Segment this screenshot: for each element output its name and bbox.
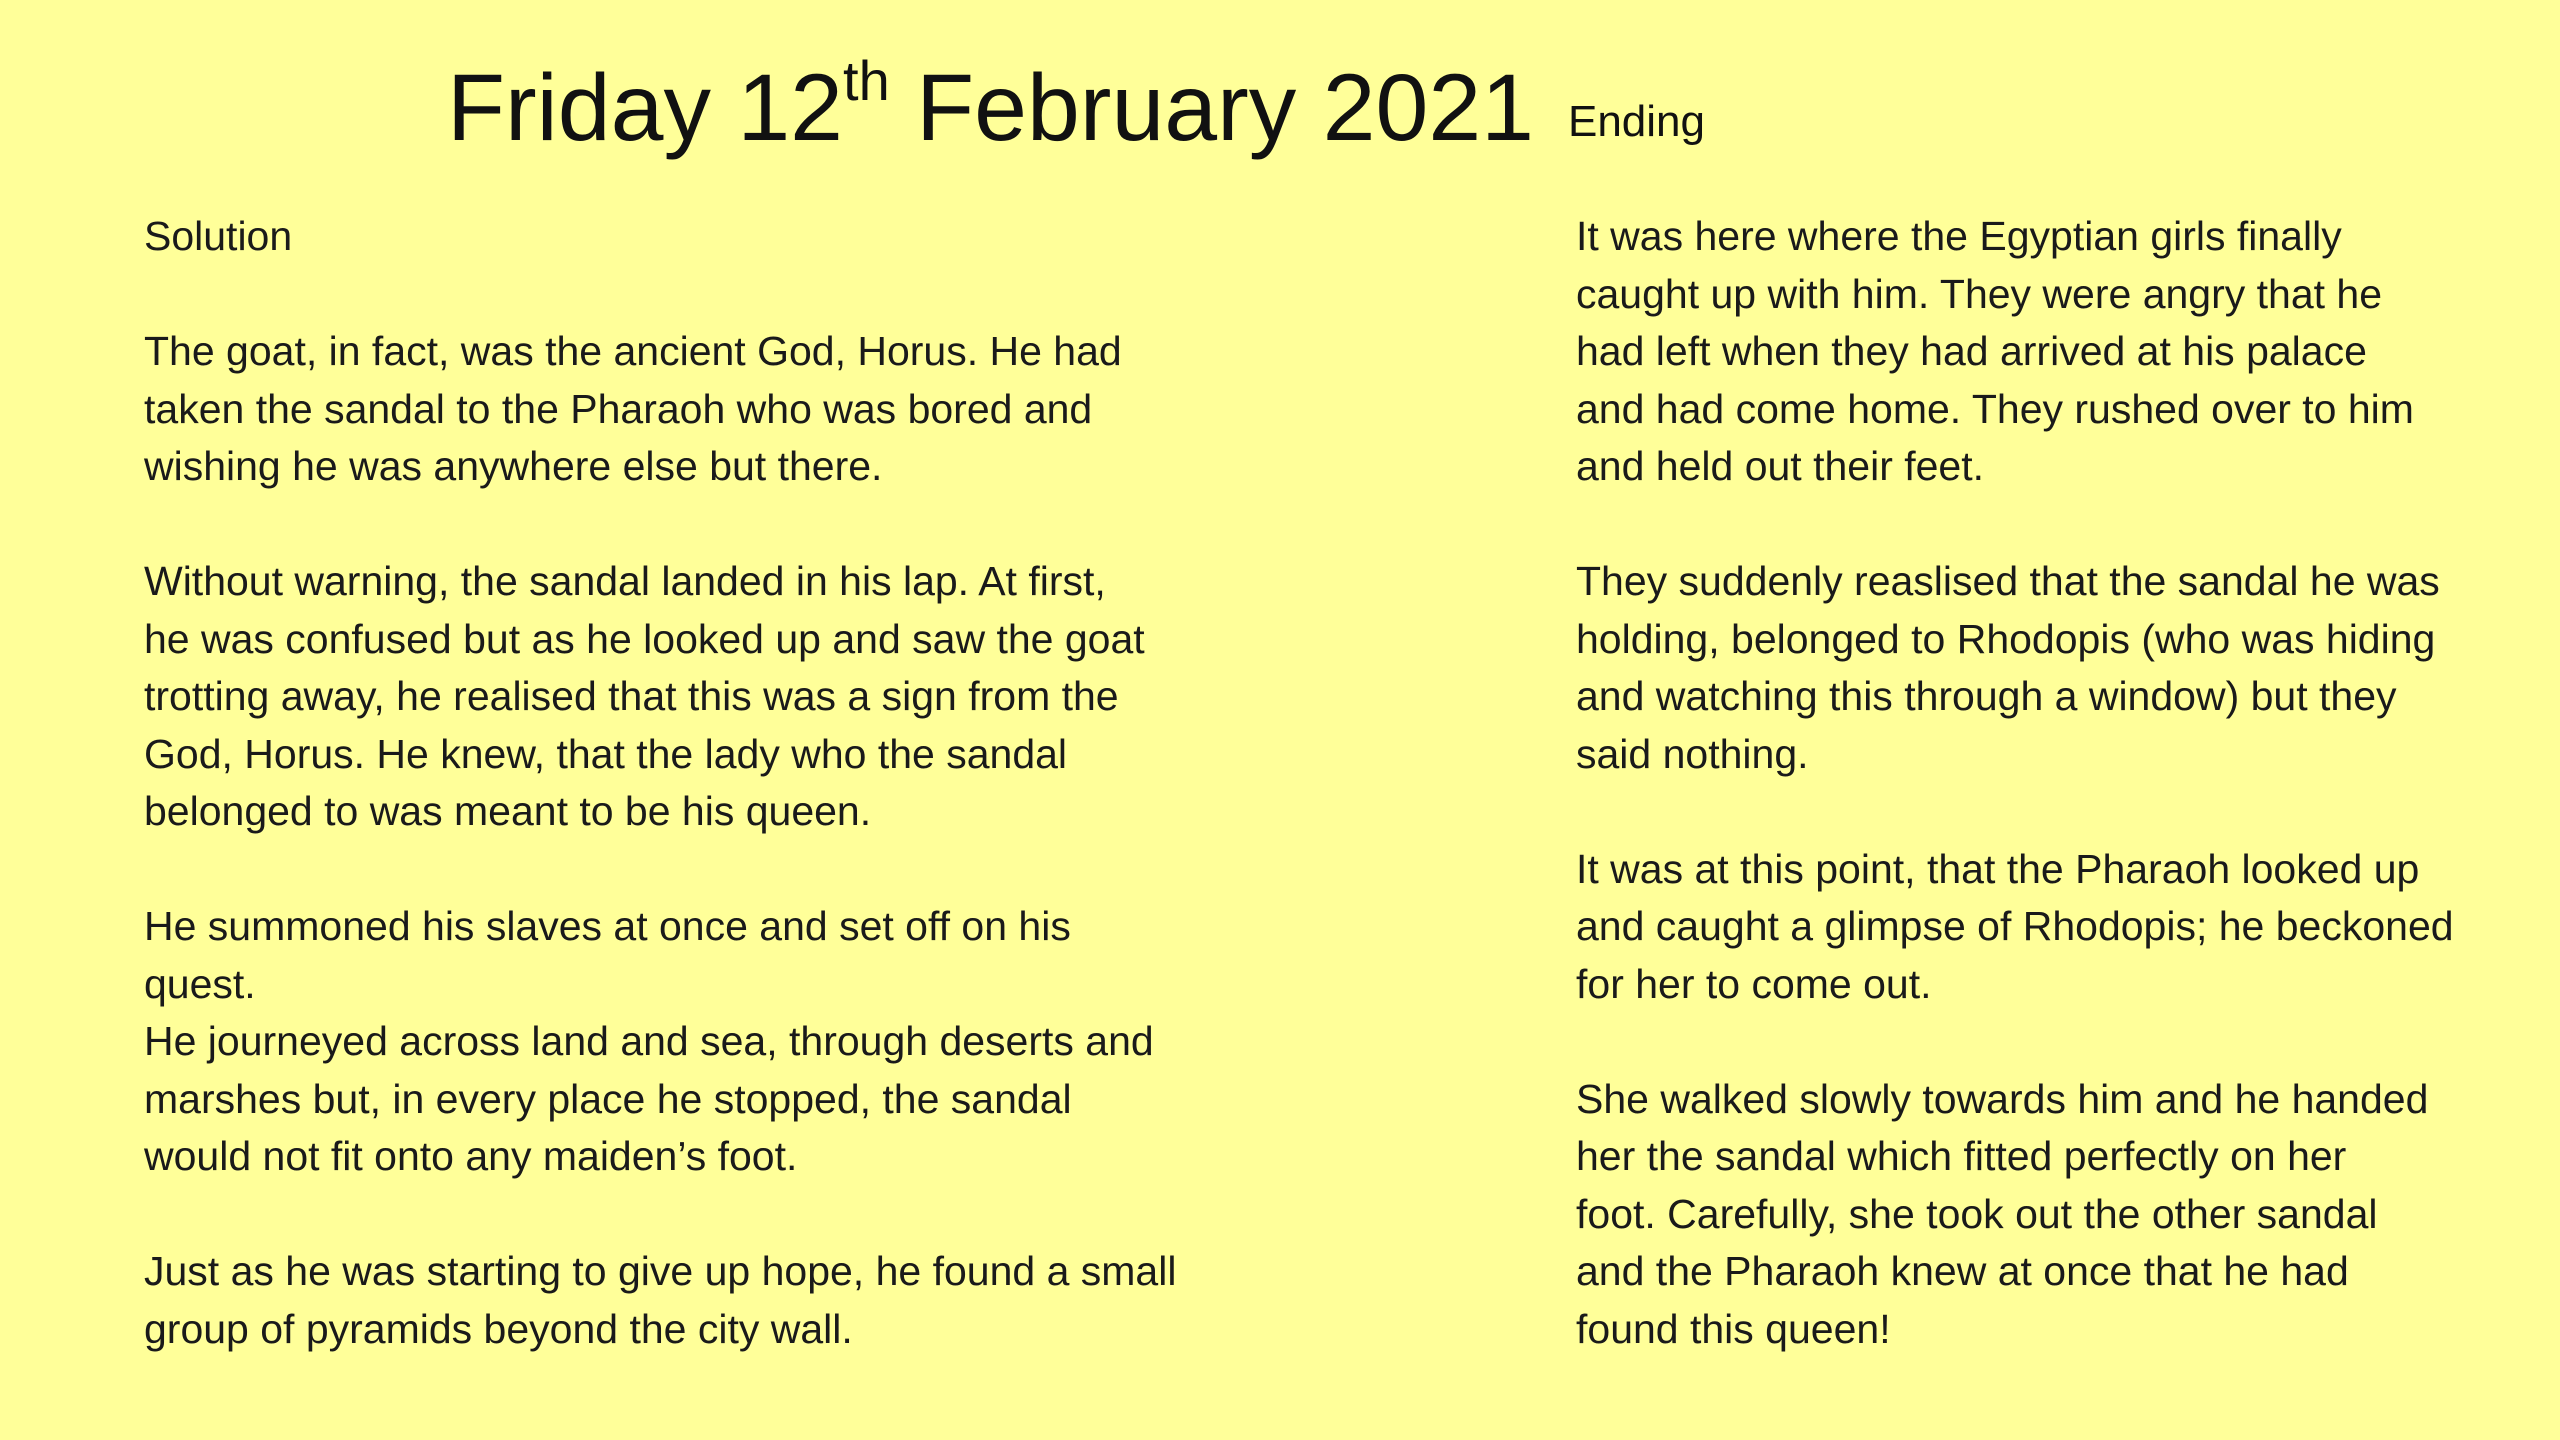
text-line: found this queen!	[1576, 1305, 1891, 1352]
text-line: her the sandal which fitted perfectly on her	[1576, 1133, 2347, 1179]
text-line: He journeyed across land and sea, through deserts and	[144, 1018, 1154, 1064]
paragraph	[144, 1013, 1304, 1186]
text-line: he was confused but as he looked up and saw the goat	[144, 615, 1145, 662]
text-line: and caught a glimpse of Rhodopis; he beckoned	[1576, 903, 2454, 949]
text-line: wishing he was anywhere else but there.	[144, 443, 883, 489]
text-line: The goat, in fact, was the ancient God, Horus. He had	[144, 328, 1122, 374]
section-label-ending: Ending	[1567, 97, 1705, 146]
paragraph	[1576, 553, 2536, 783]
text-line: Without warning, the sandal landed in his lap. At first,	[144, 558, 1106, 604]
paragraph	[1576, 1071, 2536, 1359]
text-line: marshes but, in every place he stopped, the sandal	[144, 1075, 1072, 1122]
text-line: for her to come out.	[1576, 960, 1932, 1007]
title-rest: February 2021	[889, 55, 1534, 161]
paragraph	[1576, 208, 2536, 496]
left-column	[144, 208, 1304, 1358]
text-line: It was at this point, that the Pharaoh looked up	[1576, 845, 2420, 892]
text-line: quest.	[144, 960, 256, 1007]
slide-title	[447, 48, 1705, 182]
text-line: They suddenly reaslised that the sandal he was	[1576, 558, 2440, 604]
section-heading-solution: Solution	[144, 213, 293, 259]
text-line: holding, belonged to Rhodopis (who was hiding	[1576, 615, 2436, 662]
paragraph	[144, 1243, 1304, 1358]
text-line: had left when they had arrived at his palace	[1576, 328, 2367, 374]
spacer	[144, 266, 1304, 324]
text-line: and had come home. They rushed over to him	[1576, 385, 2414, 432]
paragraph	[1576, 841, 2536, 1014]
text-line: group of pyramids beyond the city wall.	[144, 1305, 853, 1352]
text-line: God, Horus. He knew, that the lady who the sandal	[144, 730, 1068, 777]
text-line: Just as he was starting to give up hope, he found a small	[144, 1248, 1177, 1294]
text-line: foot. Carefully, she took out the other sandal	[1576, 1190, 2378, 1237]
text-line: said nothing.	[1576, 730, 1809, 777]
text-line: and the Pharaoh knew at once that he had	[1576, 1248, 2349, 1294]
text-line: belonged to was meant to be his queen.	[144, 788, 872, 834]
text-line: and watching this through a window) but they	[1576, 673, 2397, 719]
text-line: He summoned his slaves at once and set off on his	[144, 903, 1071, 949]
title-ordinal-suffix: th	[843, 49, 890, 112]
text-line: It was here where the Egyptian girls finally	[1576, 213, 2342, 259]
paragraph	[144, 898, 1304, 1013]
text-line: and held out their feet.	[1576, 443, 1985, 489]
paragraph	[144, 323, 1304, 496]
right-column	[1576, 208, 2536, 1358]
text-line: taken the sandal to the Pharaoh who was bored and	[144, 385, 1093, 432]
text-line: caught up with him. They were angry that he	[1576, 270, 2383, 317]
text-line: trotting away, he realised that this was a sign from the	[144, 673, 1119, 719]
text-line: She walked slowly towards him and he handed	[1576, 1075, 2429, 1122]
text-line: would not fit onto any maiden’s foot.	[144, 1133, 798, 1179]
title-main: Friday 12	[447, 55, 844, 161]
paragraph	[144, 553, 1304, 841]
